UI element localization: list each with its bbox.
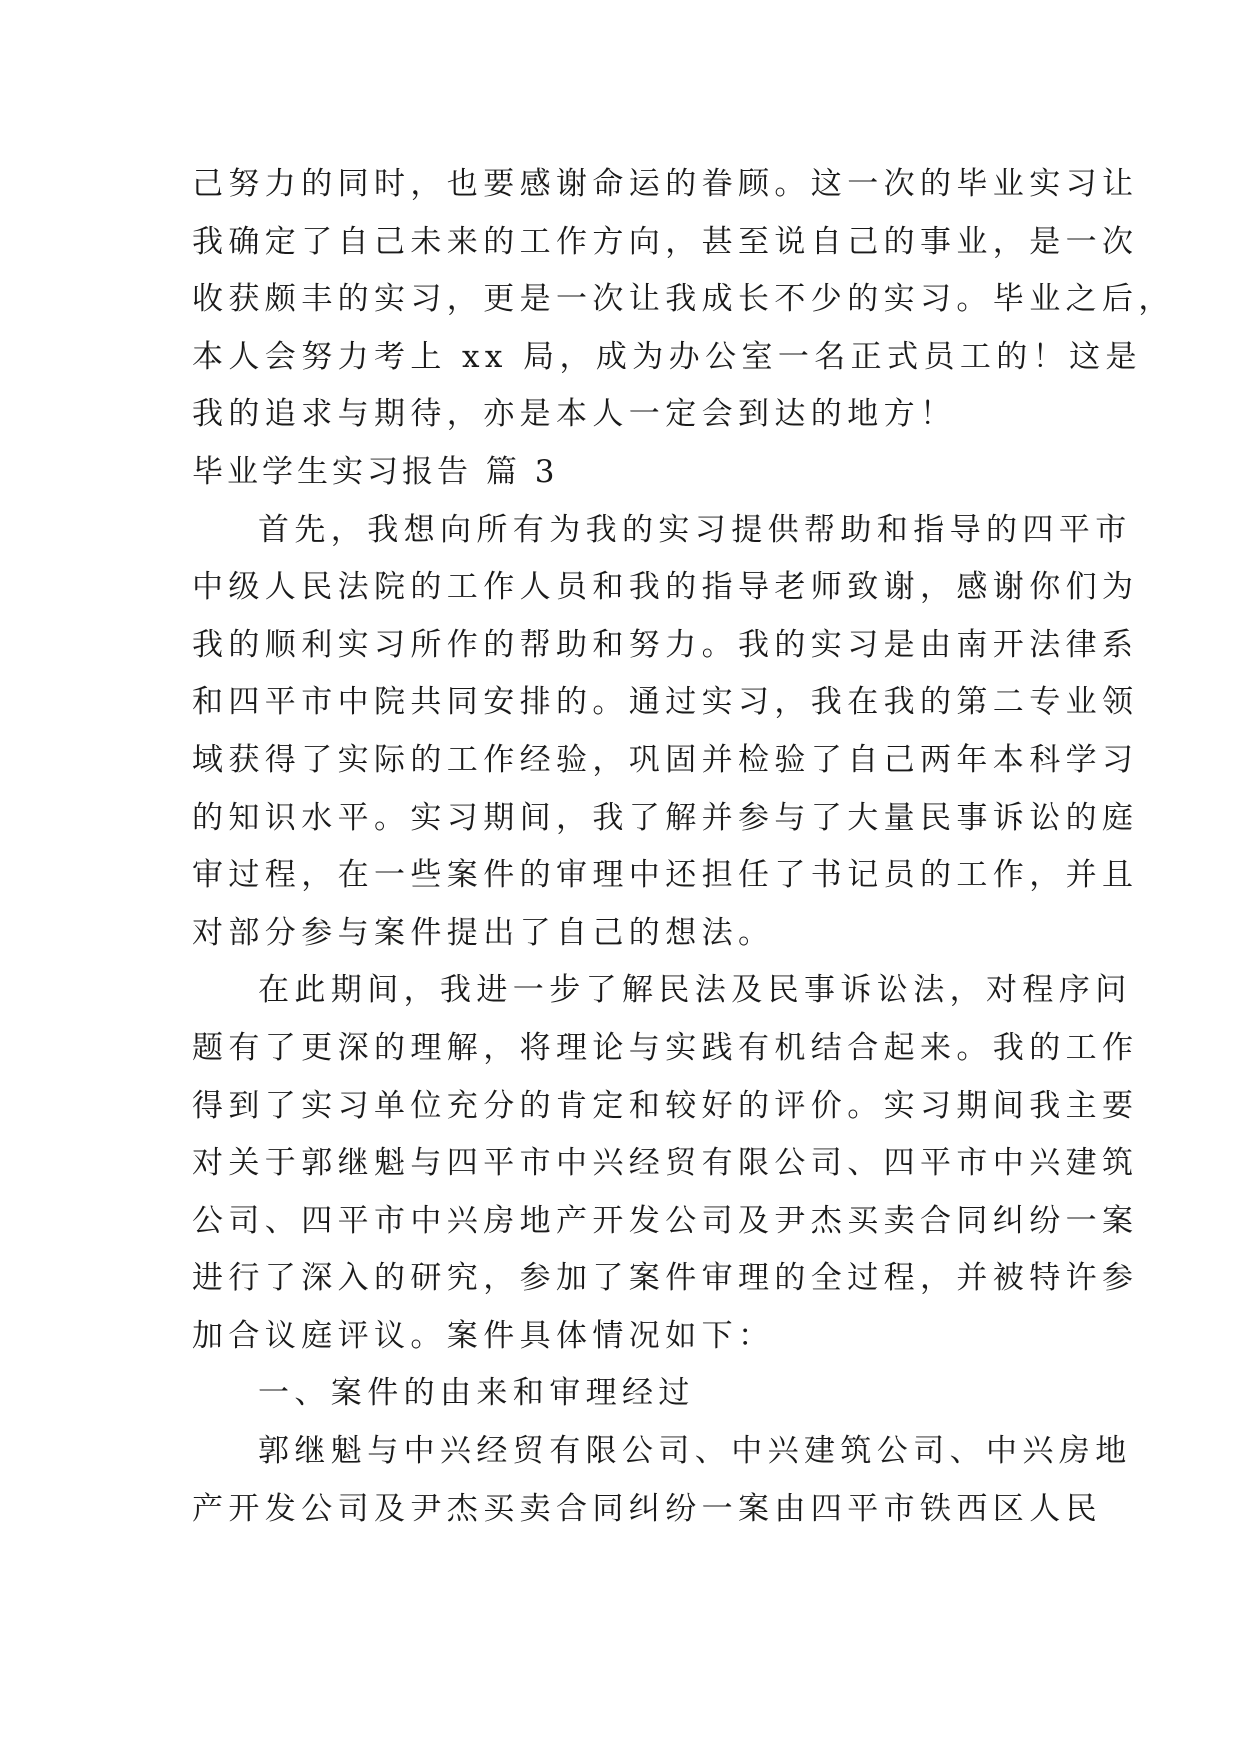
text-line: 本人会努力考上 xx 局，成为办公室一名正式员工的！这是: [192, 338, 1142, 375]
text-line: 进行了深入的研究，参加了案件审理的全过程，并被特许参: [192, 1260, 1139, 1297]
document-page: [192, 156, 1175, 1538]
text-line: 加合议庭评议。案件具体情况如下：: [192, 1317, 775, 1354]
text-line: 中级人民法院的工作人员和我的指导老师致谢，感谢你们为: [192, 569, 1139, 606]
text-line: 收获颇丰的实习，更是一次让我成长不少的实习。毕业之后，: [192, 281, 1175, 318]
text-line: 公司、四平市中兴房地产开发公司及尹杰买卖合同纠纷一案: [192, 1202, 1139, 1239]
text-line: 题有了更深的理解，将理论与实践有机结合起来。我的工作: [192, 1029, 1139, 1066]
text-line: 产开发公司及尹杰买卖合同纠纷一案由四平市铁西区人民: [192, 1490, 1102, 1527]
subsection-heading: 一、案件的由来和审理经过: [258, 1375, 695, 1412]
text-line: 的知识水平。实习期间，我了解并参与了大量民事诉讼的庭: [192, 799, 1139, 836]
text-line: 我确定了自己未来的工作方向，甚至说自己的事业，是一次: [192, 223, 1139, 260]
text-line: 和四平市中院共同安排的。通过实习，我在我的第二专业领: [192, 684, 1139, 721]
text-line: 对关于郭继魁与四平市中兴经贸有限公司、四平市中兴建筑: [192, 1145, 1139, 1182]
text-line: 我的追求与期待，亦是本人一定会到达的地方！: [192, 396, 957, 433]
text-line: 己努力的同时，也要感谢命运的眷顾。这一次的毕业实习让: [192, 166, 1139, 202]
paragraph-first-line: 首先，我想向所有为我的实习提供帮助和指导的四平市: [258, 511, 1132, 548]
text-line: 审过程，在一些案件的审理中还担任了书记员的工作，并且: [192, 857, 1139, 894]
text-line: 得到了实习单位充分的肯定和较好的评价。实习期间我主要: [192, 1087, 1139, 1124]
paragraph-first-line: 在此期间，我进一步了解民法及民事诉讼法，对程序问: [258, 972, 1132, 1009]
text-line: 域获得了实际的工作经验，巩固并检验了自己两年本科学习: [192, 741, 1139, 778]
text-line: 我的顺利实习所作的帮助和努力。我的实习是由南开法律系: [192, 626, 1139, 663]
section-heading: 毕业学生实习报告 篇 3: [192, 453, 559, 490]
text-line: 对部分参与案件提出了自己的想法。: [192, 914, 775, 951]
paragraph-first-line: 郭继魁与中兴经贸有限公司、中兴建筑公司、中兴房地: [258, 1433, 1132, 1470]
